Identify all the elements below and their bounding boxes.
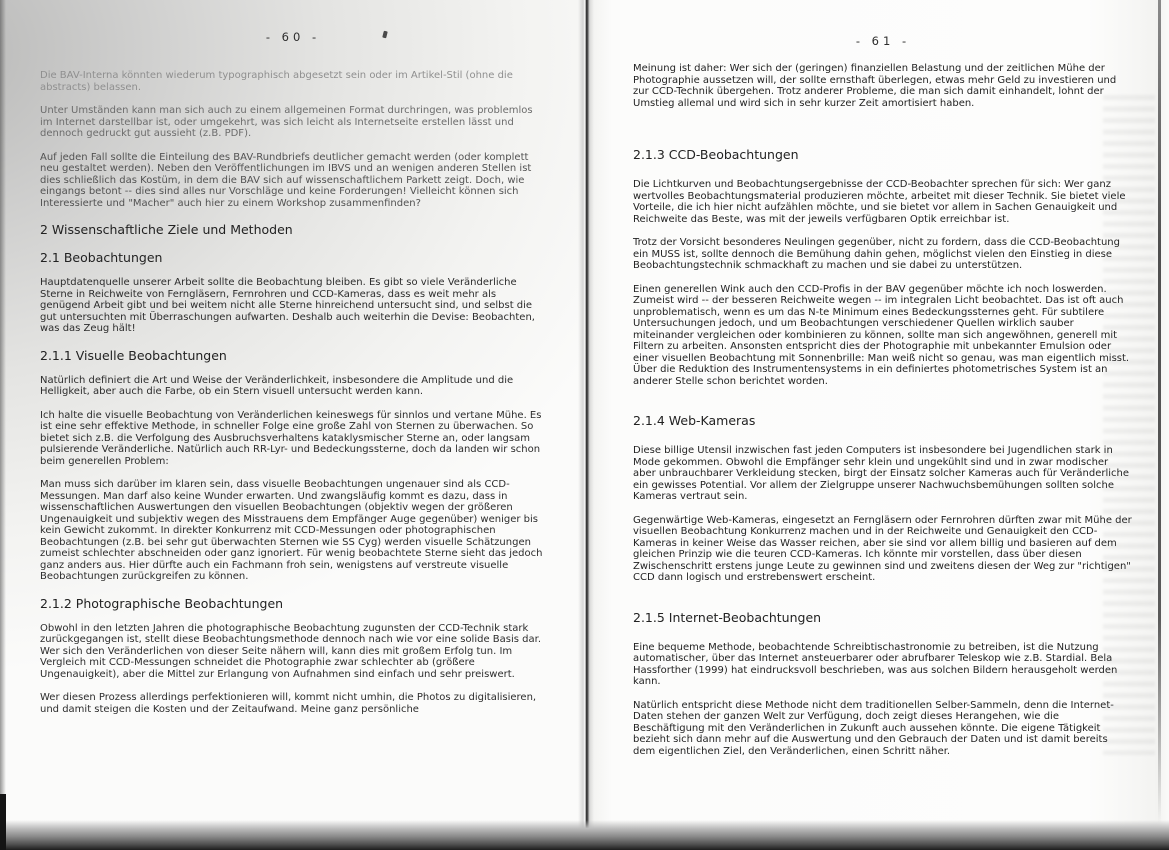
section-heading-2-1-5: 2.1.5 Internet-Beobachtungen bbox=[633, 609, 822, 625]
paragraph: Natürlich entspricht diese Methode nicht dem traditionellen Selber-Sammeln, denn die Internet-Daten stehen der ganzen Welt zur Verfügung, doch zeigt dieses Herangehen, wie die Beschäftigung mit den Veränderlichen in Zukunft auch aussehen könnte. Die eigene Tätigkeit bezieht sich dann mehr auf die Auswertung und den Gebrauch der Daten und ist damit bereits dem eigentlichen Ziel, den Veränderlichen, einen Schritt näher. bbox=[633, 699, 1114, 757]
paragraph: Obwohl in den letzten Jahren die photographische Beobachtung zugunsten der CCD-Technik stark zurückgegangen ist, stellt diese Beobachtungsmethode dennoch nach wie vor eine solide Basis dar. Wer sich den Veränderlichen von dieser Seite nähern will, kann dies mit großem Erfolg tun. Im Vergleich mit CCD-Messungen schneidet die Photographie zwar schlechter ab (größere Ungenauigkeit), aber die Mittel zur Erlangung von Aufnahmen sind einfach und sehr preiswert. bbox=[40, 622, 542, 680]
paragraph: Ich halte die visuelle Beobachtung von Veränderlichen keineswegs für sinnlos und vertane Mühe. Es ist eine sehr effektive Methode, in schneller Folge eine große Zahl von Sternen zu überwachen. So bietet sich z.B. die Verfolgung des Ausbruchsverhaltens kataklysmischer Sterne an, oder langsam pulsierende Veränderliche. Natürlich auch RR-Lyr- und Bedeckungssterne, doch da landen wir schon beim generellen Problem: bbox=[40, 409, 542, 467]
section-heading-2-1-2: 2.1.2 Photographische Beobachtungen bbox=[40, 595, 284, 611]
section-heading-2-1: 2.1 Beobachtungen bbox=[40, 250, 163, 265]
paragraph: Unter Umständen kann man sich auch zu einem allgemeinen Format durchringen, was problemlos im Internet darstellbar ist, oder umgekehrt, was sich leicht als Internetseite erstellen lässt und dennoch gedruckt gut aussieht (z.B. PDF). bbox=[40, 105, 533, 139]
paragraph: Diese billige Utensil inzwischen fast jeden Computers ist insbesondere bei Jugendlichen stark in Mode gekommen. Obwohl die Empfänger sehr klein und ungekühlt sind und in zwar modischer aber unbrauchbarer Verkleidung stecken, birgt der Einsatz solcher Kameras auch für Veränderliche ein gewisses Potential. Vor allem der Zielgruppe unserer Nachwuchsbemühungen sollten solche Kameras vertraut sein. bbox=[633, 445, 1130, 502]
paragraph: Eine bequeme Methode, beobachtende Schreibtischastronomie zu betreiben, ist die Nutzung automatischer, über das Internet ansteuerbarer oder abrufbarer Teleskop wie z.B. Stardial. Bela Hassforther (1999) hat eindrucksvoll beschrieben, was aus solchen Bildern herausgeholt werden kann. bbox=[633, 641, 1118, 687]
page-number-right: - 61 - bbox=[855, 34, 911, 48]
scan-corner-artifact bbox=[0, 794, 6, 850]
bleed-through-artifact bbox=[1103, 95, 1155, 755]
section-heading-2-1-1: 2.1.1 Visuelle Beobachtungen bbox=[40, 347, 227, 363]
spine-gutter-shadow bbox=[578, 0, 594, 850]
paragraph: Gegenwärtige Web-Kameras, eingesetzt an Ferngläsern oder Fernrohren dürften zwar mit Mühe der visuellen Beobachtung Konkurrenz machen und in der Reichweite und Genauigkeit den CCD-Kameras in keiner Weise das Wasser reichen, aber sie sind vor allem billig und basieren auf dem gleichen Prinzip wie die teuren CCD-Kameras. Ich könnte mir vorstellen, dass über diesen Zwischenschritt erstens junge Leute zu gewinnen sind und zweitens diesen der Weg zur "richtigen" CCD dann logisch und erstrebenswert erscheint. bbox=[633, 514, 1132, 583]
page-right bbox=[589, 0, 1169, 850]
paragraph: Wer diesen Prozess allerdings perfektionieren will, kommt nicht umhin, die Photos zu digitalisieren, und damit steigen die Kosten und der Zeitaufwand. Meine ganz persönliche bbox=[40, 692, 537, 715]
paragraph: Meinung ist daher: Wer sich der (geringen) finanziellen Belastung und der zeitlichen Mühe der Photographie aussetzen will, der sollte ernsthaft überlegen, etwas mehr Geld zu investieren und zur CCD-Technik übergehen. Trotz anderer Probleme, die man sich damit einhandelt, lohnt der Umstieg allemal und wird sich in sehr kurzer Zeit amortisiert haben. bbox=[633, 63, 1117, 109]
paragraph: Natürlich definiert die Art und Weise der Veränderlichkeit, insbesondere die Amplitude und die Helligkeit, aber auch die Farbe, ob ein Stern visuell untersucht werden kann. bbox=[40, 374, 514, 397]
scan-bottom-shadow bbox=[0, 820, 1169, 850]
paragraph: Die BAV-Interna könnten wiederum typographisch abgesetzt sein oder im Artikel-Stil (ohne die abstracts) belassen. bbox=[40, 70, 513, 93]
scan-left-edge-shadow bbox=[0, 0, 6, 850]
page-number-left: - 60 - bbox=[265, 30, 321, 44]
section-heading-2-1-3: 2.1.3 CCD-Beobachtungen bbox=[633, 147, 799, 162]
paragraph: Die Lichtkurven und Beobachtungsergebnisse der CCD-Beobachter sprechen für sich: Wer ganz wertvolles Beobachtungsmaterial produzieren möchte, arbeitet mit dieser Technik. Sie bietet viele Vorteile, die ich hier nicht aufzählen möchte, und sie bietet vor allem in Sachen Genauigkeit und Reichweite das Beste, was mit der jeweils verfügbaren Optik erreichbar ist. bbox=[633, 179, 1126, 225]
page-left-content bbox=[40, 30, 546, 727]
paragraph: Einen generellen Wink auch den CCD-Profis in der BAV gegenüber möchte ich noch loswerden. Zumeist wird -- der besseren Reichweite wegen -- im integralen Licht beobachtet. Das ist oft auch unproblematisch, wenn es um das N-te Minimum eines Bedeckungssternes geht. Für subtilere Untersuchungen jedoch, und um Beobachtungen verschiedener Quellen wirklich sauber miteinander vergleichen oder kombinieren zu können, sollte man sich angewöhnen, generell mit Filtern zu arbeiten. Ansonsten entspricht dies der Photographie mit unbekannter Emulsion oder einer visuellen Beobachtung mit Sonnenbrille: Man weiß nicht so genau, was man eigentlich misst. Über die Reduktion des Instrumentensystems in ein definiertes photometrisches System ist an anderer Stelle schon berichtet worden. bbox=[633, 283, 1130, 387]
page-right-content bbox=[633, 34, 1133, 769]
paragraph: Man muss sich darüber im klaren sein, dass visuelle Beobachtungen ungenauer sind als CCD-Messungen. Man darf also keine Wunder erwarten. Und zwangsläufig kommt es dazu, dass in wissenschaftlichen Auswertungen den visuellen Beobachtungen (objektiv wegen der größeren Ungenauigkeit und subjektiv wegen des Misstrauens dem Empfänger Auge gegenüber) weniger bis kein Gewicht zukommt. In direkter Konkurrenz mit CCD-Messungen oder photographischen Beobachtungen (z.B. bei sehr gut überwachten Sternen wie SS Cyg) werden visuelle Schätzungen zumeist schlechter abschneiden oder ganz ignoriert. Für wenig beobachtete Sterne sieht das jedoch ganz anders aus. Hier dürfte auch ein Fachmann froh sein, wenigstens auf verstreute visuelle Beobachtungen zurückgreifen zu können. bbox=[40, 479, 543, 582]
paragraph: Hauptdatenquelle unserer Arbeit sollte die Beobachtung bleiben. Es gibt so viele Veränderliche Sterne in Reichweite von Ferngläsern, Fernrohren und CCD-Kameras, dass es weit mehr als genügend Arbeit gibt und bei weitem nicht alle Sterne hinreichend untersucht sind, und selbst die gut untersuchten mit Überraschungen aufwarten. Deshalb auch weiterhin die Devise: Beobachten, was das Zeug hält! bbox=[40, 277, 535, 334]
paragraph: Auf jeden Fall sollte die Einteilung des BAV-Rundbriefs deutlicher gemacht werden (oder komplett neu gestaltet werden). Neben den Veröffentlichungen im IBVS und an wenigen anderen Stellen ist dies schließlich das Kostüm, in dem die BAV sich auf wissenschaftlichem Parkett zeigt. Doch, wie eingangs betont -- dies sind alles nur Vorschläge und keine Forderungen! Vielleicht können sich Interessierte und "Macher" auch hier zu einem Workshop zusammenfinden? bbox=[40, 151, 532, 209]
section-heading-2-1-4: 2.1.4 Web-Kameras bbox=[633, 413, 756, 428]
paragraph: Trotz der Vorsicht besonderes Neulingen gegenüber, nicht zu fordern, dass die CCD-Beobachtung ein MUSS ist, sollte dennoch die Bemühung dahin gehen, möglichst vielen den Einstieg in diese Beobachtungstechnik schmackhaft zu machen und sie dabei zu unterstützen. bbox=[633, 237, 1120, 271]
section-heading-2: 2 Wissenschaftliche Ziele und Methoden bbox=[40, 222, 293, 237]
page-right-edge-line bbox=[1158, 0, 1161, 824]
